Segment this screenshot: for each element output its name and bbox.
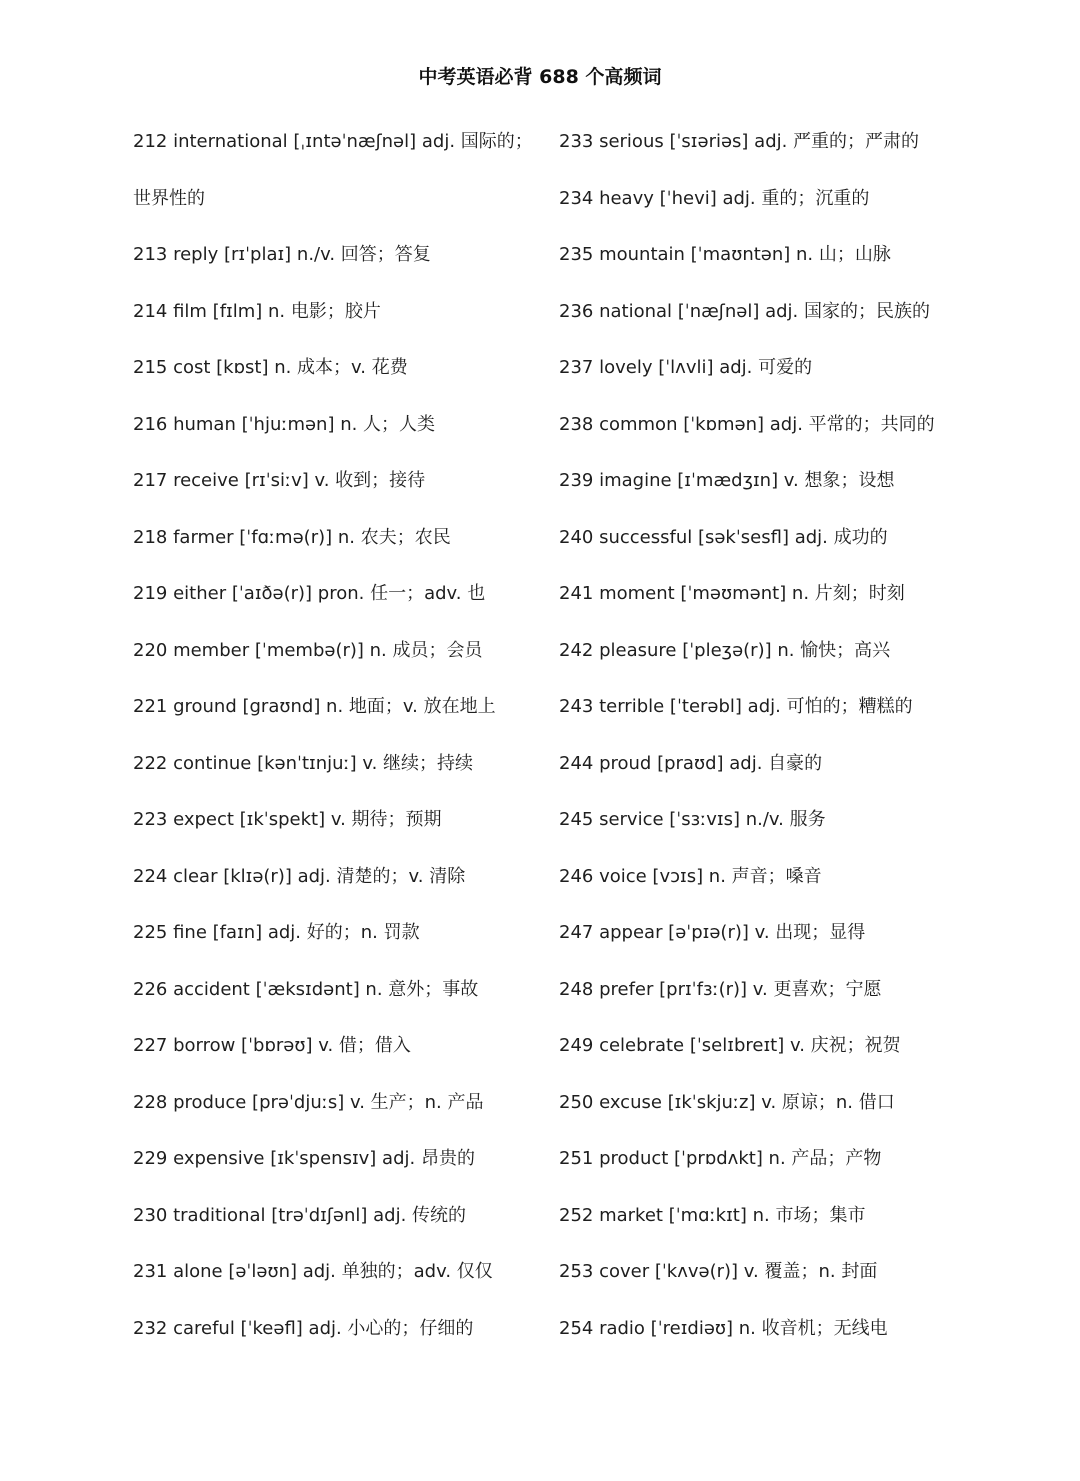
vocab-line: 233 serious [ˈsɪəriəs] adj. 严重的；严肃的	[559, 131, 920, 152]
vocab-line: 249 celebrate [ˈselɪbreɪt] v. 庆祝；祝贺	[559, 1035, 901, 1056]
vocab-line: 世界性的	[133, 187, 205, 209]
vocab-line: 240 successful [səkˈsesfl] adj. 成功的	[559, 526, 888, 548]
left-column	[133, 122, 593, 1365]
vocab-line: 250 excuse [ɪkˈskjuːz] v. 原谅；n. 借口	[559, 1091, 895, 1113]
vocab-line: 251 product [ˈprɒdʌkt] n. 产品；产物	[559, 1148, 882, 1169]
vocab-line: 254 radio [ˈreɪdiəʊ] n. 收音机；无线电	[559, 1317, 888, 1339]
vocab-line: 224 clear [klɪə(r)] adj. 清楚的；v. 清除	[133, 865, 466, 887]
vocab-line: 226 accident [ˈæksɪdənt] n. 意外；事故	[133, 978, 479, 1000]
vocab-line: 232 careful [ˈkeəfl] adj. 小心的；仔细的	[133, 1317, 474, 1339]
vocab-line: 223 expect [ɪkˈspekt] v. 期待；预期	[133, 809, 442, 830]
vocab-line: 229 expensive [ɪkˈspensɪv] adj. 昂贵的	[133, 1148, 475, 1169]
vocab-line: 248 prefer [prɪˈfɜː(r)] v. 更喜欢；宁愿	[559, 978, 882, 1000]
vocab-line: 242 pleasure [ˈpleʒə(r)] n. 愉快；高兴	[559, 639, 891, 661]
vocab-line: 213 reply [rɪˈplaɪ] n./v. 回答；答复	[133, 244, 431, 265]
vocab-line: 234 heavy [ˈhevi] adj. 重的；沉重的	[559, 187, 870, 209]
right-column	[559, 122, 1019, 1365]
vocab-line: 217 receive [rɪˈsiːv] v. 收到；接待	[133, 470, 426, 491]
vocab-line: 243 terrible [ˈterəbl] adj. 可怕的；糟糕的	[559, 696, 913, 717]
vocab-line: 238 common [ˈkɒmən] adj. 平常的；共同的	[559, 413, 935, 435]
vocab-line: 246 voice [vɔɪs] n. 声音；嗓音	[559, 865, 822, 887]
vocab-line: 218 farmer [ˈfɑːmə(r)] n. 农夫；农民	[133, 526, 451, 548]
vocab-line: 212 international [ˌɪntəˈnæʃnəl] adj. 国际的；	[133, 131, 533, 152]
vocab-line: 236 national [ˈnæʃnəl] adj. 国家的；民族的	[559, 300, 930, 322]
vocab-line: 215 cost [kɒst] n. 成本；v. 花费	[133, 357, 408, 378]
vocab-line: 230 traditional [trəˈdɪʃənl] adj. 传统的	[133, 1204, 467, 1226]
vocab-line: 220 member [ˈmembə(r)] n. 成员；会员	[133, 639, 483, 661]
vocab-line: 241 moment [ˈməʊmənt] n. 片刻；时刻	[559, 583, 905, 604]
vocab-line: 239 imagine [ɪˈmædʒɪn] v. 想象；设想	[559, 470, 895, 491]
vocab-line: 237 lovely [ˈlʌvli] adj. 可爱的	[559, 357, 813, 378]
vocab-line: 219 either [ˈaɪðə(r)] pron. 任一；adv. 也	[133, 583, 486, 604]
vocab-line: 216 human [ˈhjuːmən] n. 人；人类	[133, 413, 436, 435]
vocab-line: 253 cover [ˈkʌvə(r)] v. 覆盖；n. 封面	[559, 1261, 878, 1282]
vocab-line: 214 film [fɪlm] n. 电影；胶片	[133, 300, 381, 322]
vocab-line: 221 ground [graʊnd] n. 地面；v. 放在地上	[133, 696, 496, 717]
vocab-line: 252 market [ˈmɑːkɪt] n. 市场；集市	[559, 1204, 866, 1226]
vocab-line: 222 continue [kənˈtɪnjuː] v. 继续；持续	[133, 752, 474, 774]
vocab-line: 244 proud [praʊd] adj. 自豪的	[559, 752, 823, 774]
vocab-line: 245 service [ˈsɜːvɪs] n./v. 服务	[559, 809, 826, 830]
vocab-line: 227 borrow [ˈbɒrəʊ] v. 借；借入	[133, 1035, 411, 1056]
page-title: 中考英语必背 688 个高频词	[418, 66, 662, 88]
vocab-line: 247 appear [əˈpɪə(r)] v. 出现；显得	[559, 922, 866, 943]
vocab-line: 228 produce [prəˈdjuːs] v. 生产；n. 产品	[133, 1091, 484, 1113]
vocab-line: 235 mountain [ˈmaʊntən] n. 山；山脉	[559, 244, 891, 265]
vocab-line: 225 fine [faɪn] adj. 好的；n. 罚款	[133, 922, 420, 943]
vocab-line: 231 alone [əˈləʊn] adj. 单独的；adv. 仅仅	[133, 1261, 493, 1282]
